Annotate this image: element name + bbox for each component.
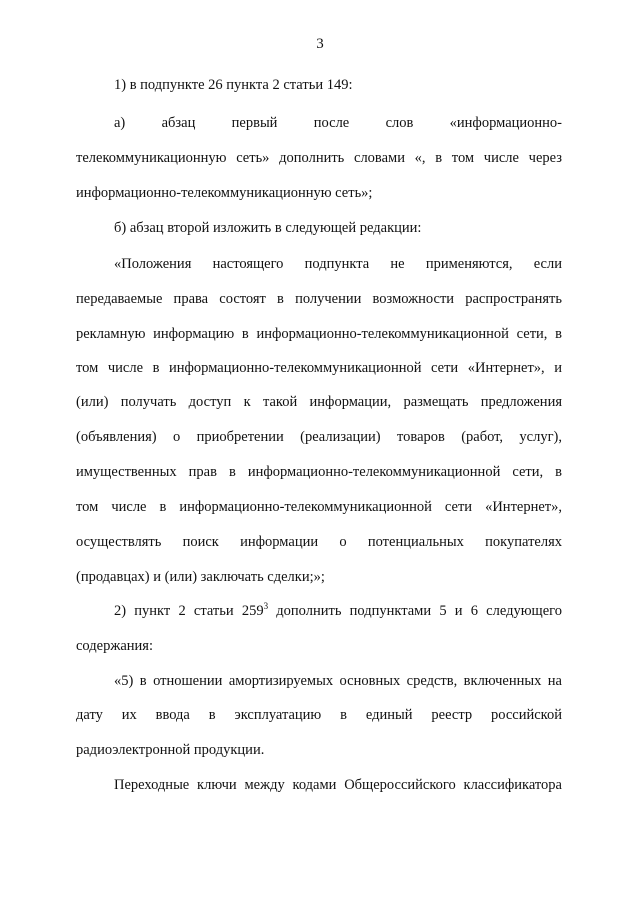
text-line: информационно-телекоммуникационную сеть»;: [76, 185, 373, 201]
text-line: б) абзац второй изложить в следующей редакции:: [114, 220, 422, 236]
text-segment: 2) пункт 2 статьи 259: [114, 603, 264, 619]
text-line: содержания:: [76, 638, 154, 654]
text-line: том числе в информационно-телекоммуникационной сети «Интернет»,: [76, 499, 562, 515]
text-line: том числе в информационно-телекоммуникационной сети «Интернет», и: [76, 360, 562, 376]
text-line: (или) получать доступ к такой информации, размещать предложения: [76, 394, 562, 410]
text-line: осуществлять поиск информации о потенциальных покупателях: [76, 534, 562, 550]
text-line: а) абзац первый после слов «информационно-: [114, 115, 562, 131]
text-line: рекламную информацию в информационно-телекоммуникационной сети, в: [76, 326, 562, 342]
text-line: имущественных прав в информационно-телекоммуникационной сети, в: [76, 464, 562, 480]
text-line: «5) в отношении амортизируемых основных средств, включенных на: [114, 673, 562, 689]
text-line: 1) в подпункте 26 пункта 2 статьи 149:: [114, 77, 353, 93]
text-line: (объявления) о приобретении (реализации) товаров (работ, услуг),: [76, 429, 562, 445]
text-line: [114, 602, 562, 620]
text-line: «Положения настоящего подпункта не применяются, если: [114, 256, 562, 272]
text-line: Переходные ключи между кодами Общероссийского классификатора: [114, 777, 562, 793]
text-line: (продавцах) и (или) заключать сделки;»;: [76, 569, 325, 585]
text-line: телекоммуникационную сеть» дополнить словами «, в том числе через: [76, 150, 562, 166]
text-segment: дополнить подпунктами 5 и 6 следующего: [268, 603, 562, 619]
text-line: передаваемые права состоят в получении возможности распространять: [76, 291, 562, 307]
text-line: радиоэлектронной продукции.: [76, 742, 265, 758]
page-number: 3: [316, 36, 324, 52]
text-line: дату их ввода в эксплуатацию в единый реестр российской: [76, 707, 562, 723]
superscript: 3: [263, 601, 269, 611]
